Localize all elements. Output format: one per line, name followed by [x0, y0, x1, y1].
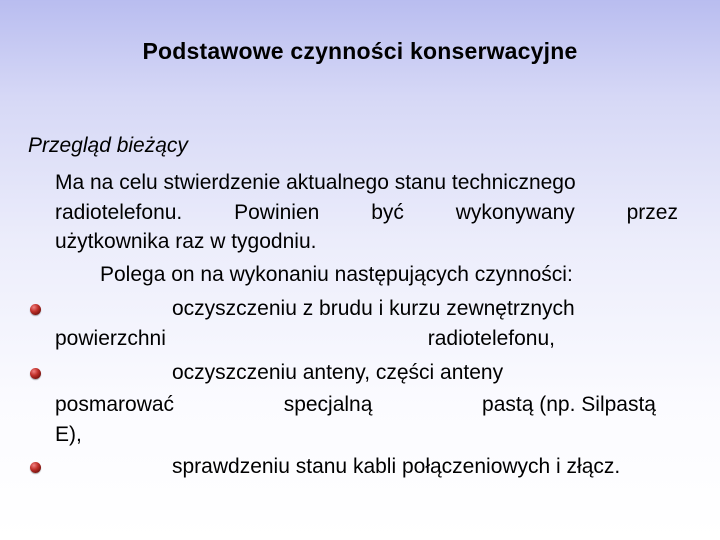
paragraph-word: wykonywany: [455, 201, 575, 224]
bullet-icon: [30, 304, 41, 315]
bullet-word: powierzchni: [55, 327, 166, 350]
paragraph-word: Powinien: [234, 201, 320, 224]
bullet-icon: [30, 462, 41, 473]
paragraph-line-1: Ma na celu stwierdzenie aktualnego stanu technicznego: [55, 171, 576, 194]
bullet-2-continuation-2: E),: [55, 423, 82, 446]
paragraph-line-3: użytkownika raz w tygodniu.: [55, 230, 317, 253]
paragraph-word: przez: [626, 201, 678, 224]
bullet-3-text: sprawdzeniu stanu kabli połączeniowych i złącz.: [172, 455, 621, 478]
slide-title: Podstawowe czynności konserwacyjne: [142, 38, 578, 64]
paragraph-word: być: [371, 201, 404, 224]
bullet-2-continuation: [55, 393, 656, 417]
bullet-word: specjalną: [283, 393, 373, 416]
paragraph-line-4: Polega on na wykonaniu następujących czynności:: [100, 263, 573, 286]
bullet-icon: [30, 368, 41, 379]
section-heading: Przegląd bieżący: [28, 134, 188, 157]
paragraph-line-2: [55, 201, 678, 225]
bullet-word: pastą (np. Silpastą: [482, 393, 656, 416]
paragraph-word: radiotelefonu.: [55, 201, 183, 224]
bullet-1-text: oczyszczeniu z brudu i kurzu zewnętrznych: [172, 297, 575, 320]
bullet-word: posmarować: [55, 393, 175, 416]
bullet-1-continuation: [55, 327, 555, 351]
bullet-word: radiotelefonu,: [427, 327, 555, 350]
bullet-2-text: oczyszczeniu anteny, części anteny: [172, 361, 504, 384]
